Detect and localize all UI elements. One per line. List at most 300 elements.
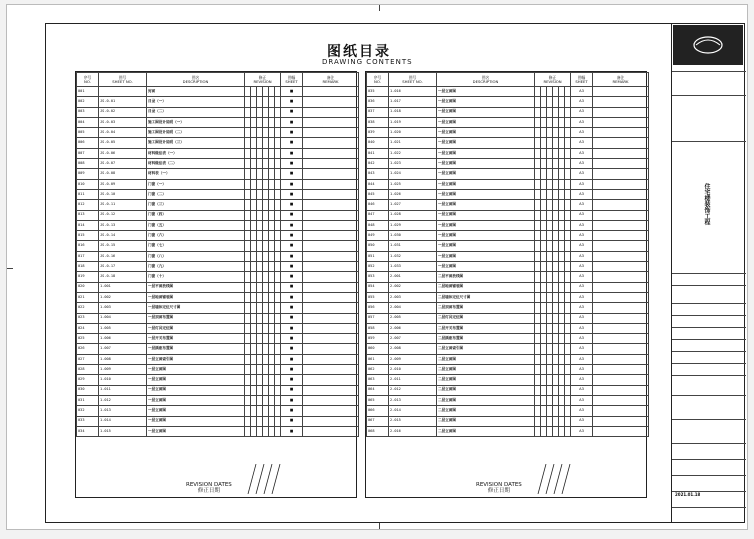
cell-desc: 一层立面图 [147,426,245,436]
table-row [77,169,359,179]
cell-sheet: ■ [281,97,303,107]
cell-sheet: A3 [571,241,593,251]
cell-sheet: A3 [571,406,593,416]
table-row [367,220,649,230]
column-header-en: SHEET NO. [112,78,133,84]
column-header-cn: 图名 [191,74,200,80]
table-row [367,416,649,426]
cell-remark [303,406,359,416]
cell-desc: 一层开关布置图 [147,334,245,344]
cell-sheet: ■ [281,117,303,127]
cell-code: 1-014 [99,416,147,426]
cell-remark [303,251,359,261]
cell-code: 2-002 [389,282,437,292]
cell-no: 064 [367,385,389,395]
cell-sheet: ■ [281,231,303,241]
cell-code: 1-008 [99,354,147,364]
cell-code: 1-013 [99,406,147,416]
cell-desc: 目录（二） [147,107,245,117]
table-header [77,73,359,87]
cell-desc: 材料做法表（二） [147,159,245,169]
column-header [147,73,245,87]
cell-desc: 一层立面图 [147,416,245,426]
table-row [77,323,359,333]
cell-sheet: ■ [281,169,303,179]
cell-sheet: A3 [571,189,593,199]
cell-remark [303,303,359,313]
table-row [77,406,359,416]
cell-remark [593,200,649,210]
cell-code: 1-031 [389,241,437,251]
revision-note-en: REVISION DATES [476,482,522,488]
table-row [77,416,359,426]
table-row [367,334,649,344]
cell-remark [303,231,359,241]
cell-no: 038 [367,117,389,127]
cell-sheet: A3 [571,426,593,436]
table-row [367,303,649,313]
cell-code: 1-007 [99,344,147,354]
margin-tick [7,268,13,269]
table-row [367,117,649,127]
cell-remark [593,262,649,272]
cell-desc: 一层立面图 [437,231,535,241]
project-name: 住宅楼装饰工程 [703,183,710,225]
cell-no: 042 [367,159,389,169]
cell-no: 034 [77,426,99,436]
cell-code: 2-006 [389,323,437,333]
cell-no: 032 [77,406,99,416]
table-row [77,426,359,436]
cell-desc: 二层立面图 [437,416,535,426]
cell-code: 1-025 [389,179,437,189]
cell-code: 2-014 [389,406,437,416]
cell-remark [593,395,649,405]
cell-no: 013 [77,210,99,220]
table-row [367,354,649,364]
cell-code: 2-003 [389,292,437,302]
column-header-cn: 图号 [118,74,127,80]
cell-code: 2-016 [389,426,437,436]
cell-code: 1-022 [389,148,437,158]
table-row [77,334,359,344]
cell-sheet: ■ [281,189,303,199]
cell-remark [593,210,649,220]
cell-no: 026 [77,344,99,354]
cell-remark [303,169,359,179]
margin-tick [379,5,380,11]
cell-desc: 二层插座布置图 [437,334,535,344]
cell-sheet: ■ [281,282,303,292]
table-row [77,159,359,169]
table-row [367,179,649,189]
cell-sheet: A3 [571,282,593,292]
cell-code: 1-010 [99,375,147,385]
cell-no: 056 [367,303,389,313]
table-row [367,128,649,138]
table-row [367,344,649,354]
cell-code: JS-0-09 [99,179,147,189]
cell-remark [303,354,359,364]
table-row [367,385,649,395]
cell-no: 004 [77,117,99,127]
cell-sheet: ■ [281,406,303,416]
cell-no: 068 [367,426,389,436]
column-header-cn: 图号 [408,74,417,80]
cell-desc: 二层立面索引图 [437,344,535,354]
cell-sheet: ■ [281,148,303,158]
cell-no: 067 [367,416,389,426]
table-row [77,87,359,97]
cell-no: 010 [77,179,99,189]
cell-desc: 一层插座布置图 [147,344,245,354]
cell-desc: 施工图设计说明（一） [147,117,245,127]
cell-remark [593,385,649,395]
cell-code: 1-012 [99,395,147,405]
cell-sheet: A3 [571,107,593,117]
cell-desc: 封面 [147,87,245,97]
cell-remark [593,220,649,230]
cell-remark [593,169,649,179]
cell-no: 062 [367,365,389,375]
cell-desc: 施工图设计说明（二） [147,128,245,138]
column-header [535,73,571,87]
table-row [367,107,649,117]
cell-no: 006 [77,138,99,148]
revision-hatch [244,464,284,494]
cell-code: 1-006 [99,334,147,344]
column-header [77,73,99,87]
cell-remark [303,416,359,426]
table-row [77,148,359,158]
column-header [281,73,303,87]
cell-code: JS-0-05 [99,138,147,148]
cell-code: 1-023 [389,159,437,169]
table-row [367,272,649,282]
cell-code: JS-0-08 [99,169,147,179]
cell-code: 1-015 [99,426,147,436]
table-header [367,73,649,87]
cell-no: 030 [77,385,99,395]
cell-no: 052 [367,262,389,272]
cell-code: 2-009 [389,354,437,364]
cell-desc: 一层立面图 [437,210,535,220]
cell-remark [303,179,359,189]
column-header [99,73,147,87]
cell-desc: 二层墙体定位尺寸图 [437,292,535,302]
cell-no: 061 [367,354,389,364]
page-subtitle: DRAWING CONTENTS [322,58,413,66]
cell-remark [303,138,359,148]
cell-code: JS-0-16 [99,251,147,261]
cell-desc: 门窗（六） [147,231,245,241]
table-row [77,107,359,117]
cell-sheet: A3 [571,251,593,261]
cell-no: 035 [367,87,389,97]
cell-no: 011 [77,189,99,199]
cell-remark [593,251,649,261]
table-row [77,354,359,364]
cell-no: 037 [367,107,389,117]
table-row [367,241,649,251]
cell-sheet: ■ [281,323,303,333]
cell-sheet: ■ [281,416,303,426]
cell-code: 1-005 [99,323,147,333]
cell-sheet: A3 [571,179,593,189]
cell-no: 016 [77,241,99,251]
cell-desc: 二层立面图 [437,365,535,375]
cell-remark [303,282,359,292]
cell-no: 019 [77,272,99,282]
cell-remark [593,282,649,292]
revision-note-cn: 修正日期 [197,488,220,495]
cell-remark [303,313,359,323]
cell-sheet: ■ [281,303,303,313]
cell-no: 050 [367,241,389,251]
cell-code: 2-011 [389,375,437,385]
table-row [77,189,359,199]
cell-desc: 施工图设计说明（三） [147,138,245,148]
cell-remark [593,117,649,127]
cell-desc: 一层立面图 [147,406,245,416]
cell-remark [593,97,649,107]
cell-no: 057 [367,313,389,323]
cell-remark [593,107,649,117]
cell-remark [303,292,359,302]
cell-remark [593,292,649,302]
table-row [77,282,359,292]
cell-remark [303,241,359,251]
table-body [77,87,359,437]
cell-remark [593,303,649,313]
revision-note-en: REVISION DATES [186,482,232,488]
cell-no: 020 [77,282,99,292]
cell-remark [593,334,649,344]
cell-desc: 门窗（一） [147,179,245,189]
cell-no: 041 [367,148,389,158]
cell-code: 1-004 [99,313,147,323]
table-row [77,313,359,323]
contents-table-left [75,71,357,498]
cell-sheet: ■ [281,354,303,364]
table-row [367,87,649,97]
table-row [367,159,649,169]
cell-sheet: A3 [571,128,593,138]
cell-desc: 一层立面图 [437,179,535,189]
table-row [77,97,359,107]
cell-code: JS-0-02 [99,107,147,117]
cell-remark [303,148,359,158]
cell-no: 029 [77,375,99,385]
cell-code: 2-008 [389,344,437,354]
cell-code: JS-0-10 [99,189,147,199]
cell-no: 005 [77,128,99,138]
revision-note-cn: 修正日期 [487,488,510,495]
table-row [367,292,649,302]
cell-no: 048 [367,220,389,230]
cell-no: 024 [77,323,99,333]
cell-remark [593,128,649,138]
cell-no: 031 [77,395,99,405]
cell-sheet: A3 [571,148,593,158]
table-row [77,241,359,251]
cell-code: JS-0-03 [99,117,147,127]
cell-code: 2-005 [389,313,437,323]
cell-remark [303,365,359,375]
cell-desc: 二层开关布置图 [437,323,535,333]
cell-remark [303,344,359,354]
table-row [77,138,359,148]
cell-sheet: ■ [281,385,303,395]
cell-remark [593,323,649,333]
cell-desc: 一层地面铺装图 [147,292,245,302]
column-header [571,73,593,87]
cell-sheet: ■ [281,159,303,169]
cell-desc: 二层顶面布置图 [437,303,535,313]
table-row [77,303,359,313]
cell-sheet: A3 [571,365,593,375]
cell-no: 025 [77,334,99,344]
cell-no: 046 [367,200,389,210]
cell-sheet: ■ [281,251,303,261]
column-header-en: SHEET NO. [402,78,423,84]
cell-desc: 门窗（二） [147,189,245,199]
cell-no: 049 [367,231,389,241]
cell-no: 039 [367,128,389,138]
cell-remark [303,159,359,169]
cell-sheet: A3 [571,385,593,395]
cell-no: 059 [367,334,389,344]
column-header-en: DESCRIPTION [182,78,209,84]
cell-no: 033 [77,416,99,426]
cell-code: 1-001 [99,282,147,292]
cell-desc: 二层平面放线图 [437,272,535,282]
company-logo [673,25,743,65]
cell-code: 1-009 [99,365,147,375]
column-header-cn: 图名 [481,74,490,80]
cell-sheet: A3 [571,395,593,405]
table-row [77,251,359,261]
table-row [367,323,649,333]
cell-sheet: A3 [571,313,593,323]
cell-desc: 门窗（三） [147,200,245,210]
page-title: 图纸目录 [327,44,391,60]
cell-no: 058 [367,323,389,333]
cell-no: 002 [77,97,99,107]
cell-desc: 二层立面图 [437,426,535,436]
cell-desc: 二层立面图 [437,385,535,395]
cell-no: 028 [77,365,99,375]
table-row [367,97,649,107]
cell-sheet: ■ [281,200,303,210]
cell-sheet: A3 [571,210,593,220]
cell-remark [593,87,649,97]
cell-sheet: A3 [571,87,593,97]
cell-no: 066 [367,406,389,416]
cell-sheet: ■ [281,107,303,117]
column-header-en: SHEET [285,78,298,84]
table-row [367,406,649,416]
table-row [367,426,649,436]
cell-desc: 一层平面放线图 [147,282,245,292]
cell-remark [593,189,649,199]
table-row [77,395,359,405]
cell-remark [593,344,649,354]
table-row [367,262,649,272]
cell-code: 1-032 [389,251,437,261]
cell-desc: 一层立面图 [437,159,535,169]
cell-no: 053 [367,272,389,282]
margin-tick [379,523,380,529]
table-row [367,210,649,220]
cell-sheet: A3 [571,231,593,241]
column-header-en: REVISION [543,78,562,84]
cell-sheet: A3 [571,159,593,169]
cell-sheet: ■ [281,334,303,344]
cell-desc: 一层立面图 [437,189,535,199]
cell-remark [303,97,359,107]
cell-sheet: ■ [281,344,303,354]
cell-no: 018 [77,262,99,272]
column-header [389,73,437,87]
cell-no: 060 [367,344,389,354]
cell-desc: 材料表（一） [147,169,245,179]
cell-code: 1-020 [389,128,437,138]
table-row [367,313,649,323]
cell-sheet: ■ [281,241,303,251]
cell-desc: 一层立面图 [147,375,245,385]
cell-no: 036 [367,97,389,107]
cell-remark [303,323,359,333]
cell-remark [593,148,649,158]
cell-no: 007 [77,148,99,158]
cell-no: 054 [367,282,389,292]
table-row [367,189,649,199]
cell-desc: 一层立面索引图 [147,354,245,364]
cell-remark [303,220,359,230]
cell-desc: 二层灯具定位图 [437,313,535,323]
cell-code: 2-013 [389,395,437,405]
cell-code: 2-012 [389,385,437,395]
cell-desc: 一层墙体定位尺寸图 [147,303,245,313]
cell-desc: 一层立面图 [437,169,535,179]
column-header-en: DESCRIPTION [472,78,499,84]
cell-code: 1-021 [389,138,437,148]
cell-no: 003 [77,107,99,117]
cell-remark [303,395,359,405]
cell-no: 063 [367,375,389,385]
column-header-cn: 序号 [83,74,92,80]
cell-code: JS-0-12 [99,210,147,220]
column-header-en: NO. [374,78,381,84]
revision-dates-note [476,482,522,494]
cell-remark [593,375,649,385]
cell-code: 2-015 [389,416,437,426]
cell-desc: 一层立面图 [437,87,535,97]
cell-remark [303,87,359,97]
table-row [367,169,649,179]
cell-code: 1-003 [99,303,147,313]
cell-code: 1-028 [389,210,437,220]
cell-remark [303,200,359,210]
table-row [77,200,359,210]
cell-no: 040 [367,138,389,148]
cell-no: 023 [77,313,99,323]
cell-remark [593,231,649,241]
cell-code: 2-004 [389,303,437,313]
cell-no: 044 [367,179,389,189]
cell-remark [593,179,649,189]
